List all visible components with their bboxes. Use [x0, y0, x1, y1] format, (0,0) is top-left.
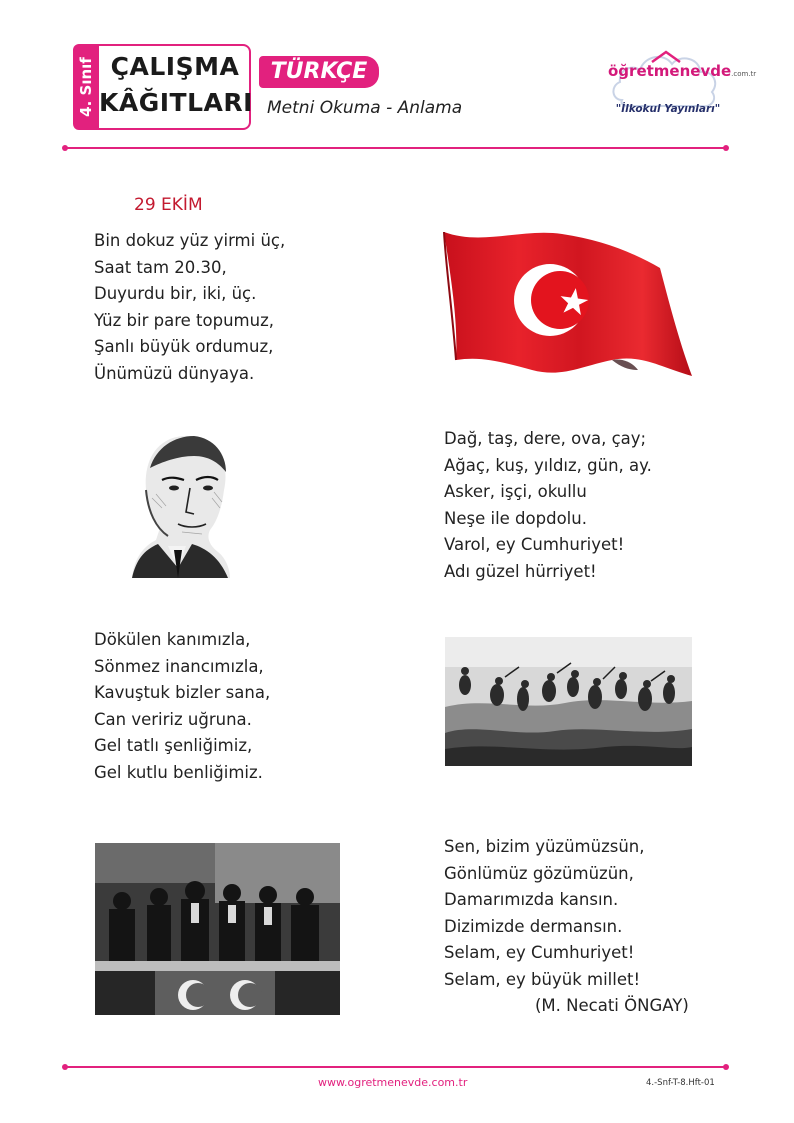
- stanza-line: Selam, ey Cumhuriyet!: [444, 943, 635, 962]
- stanza-line: Dizimizde dermansın.: [444, 916, 623, 936]
- stanza-4: [444, 834, 644, 993]
- stanza-line: Dökülen kanımızla,: [94, 630, 251, 649]
- stanza-line: Gel kutlu benliğimiz.: [94, 762, 263, 782]
- stanza-line: Yüz bir pare topumuz,: [94, 310, 274, 330]
- stanza-line: Sönmez inancımızla,: [94, 656, 264, 676]
- stanza-line: Selam, ey büyük millet!: [444, 969, 641, 989]
- stanza-line: Neşe ile dopdolu.: [444, 508, 587, 528]
- stanza-2: [444, 426, 652, 585]
- stanza-line: Sen, bizim yüzümüzsün,: [444, 837, 645, 856]
- stanza-line: Kavuştuk bizler sana,: [94, 683, 271, 702]
- stanza-line: Duyurdu bir, iki, üç.: [94, 284, 257, 303]
- footer-code: 4.-Snf-T-8.Hft-01: [646, 1078, 715, 1088]
- stanza-line: Varol, ey Cumhuriyet!: [444, 535, 625, 554]
- footer-rule-dot-right: [723, 1064, 729, 1070]
- header-rule: [66, 147, 726, 149]
- stanza-line: Gel tatlı şenliğimiz,: [94, 736, 253, 755]
- battle-photo-image: [445, 637, 692, 766]
- rule-dot-right: [723, 145, 729, 151]
- stanza-1: [94, 228, 285, 387]
- footer-rule: [66, 1066, 726, 1068]
- stanza-line: Dağ, taş, dere, ova, çay;: [444, 429, 647, 448]
- footer-url-link[interactable]: www.ogretmenevde.com.tr: [318, 1076, 468, 1089]
- stanza-line: Can veririz uğruna.: [94, 709, 252, 729]
- subject-label: TÜRKÇE: [270, 59, 368, 84]
- stanza-line: Ünümüzü dünyaya.: [94, 363, 255, 383]
- stanza-line: Bin dokuz yüz yirmi üç,: [94, 231, 286, 250]
- logo-name: öğretmenevde.com.tr: [608, 62, 757, 80]
- poem-author: (M. Necati ÖNGAY): [535, 996, 689, 1015]
- stanza-line: Damarımızda kansın.: [444, 890, 619, 909]
- poem-title: 29 EKİM: [134, 195, 203, 215]
- stanza-line: Asker, işçi, okullu: [444, 482, 587, 501]
- stanza-line: Adı güzel hürriyet!: [444, 561, 597, 581]
- logo-cloud-icon: [608, 42, 757, 132]
- ataturk-portrait-image: [122, 428, 232, 580]
- ceremony-photo-image: [95, 843, 340, 1015]
- title-line-1: ÇALIŞMA: [110, 52, 240, 81]
- title-line-2: KÂĞITLARI: [99, 88, 253, 117]
- topic-label: Metni Okuma - Anlama: [267, 98, 463, 118]
- stanza-3: [94, 627, 270, 786]
- grade-label: 4. Sınıf: [77, 57, 95, 117]
- stanza-line: Ağaç, kuş, yıldız, gün, ay.: [444, 455, 652, 475]
- stanza-line: Şanlı büyük ordumuz,: [94, 337, 274, 356]
- stanza-line: Saat tam 20.30,: [94, 257, 227, 277]
- logo-tagline: "İlkokul Yayınları": [615, 103, 721, 115]
- stanza-line: Gönlümüz gözümüzün,: [444, 863, 634, 883]
- turkish-flag-image: [442, 228, 694, 380]
